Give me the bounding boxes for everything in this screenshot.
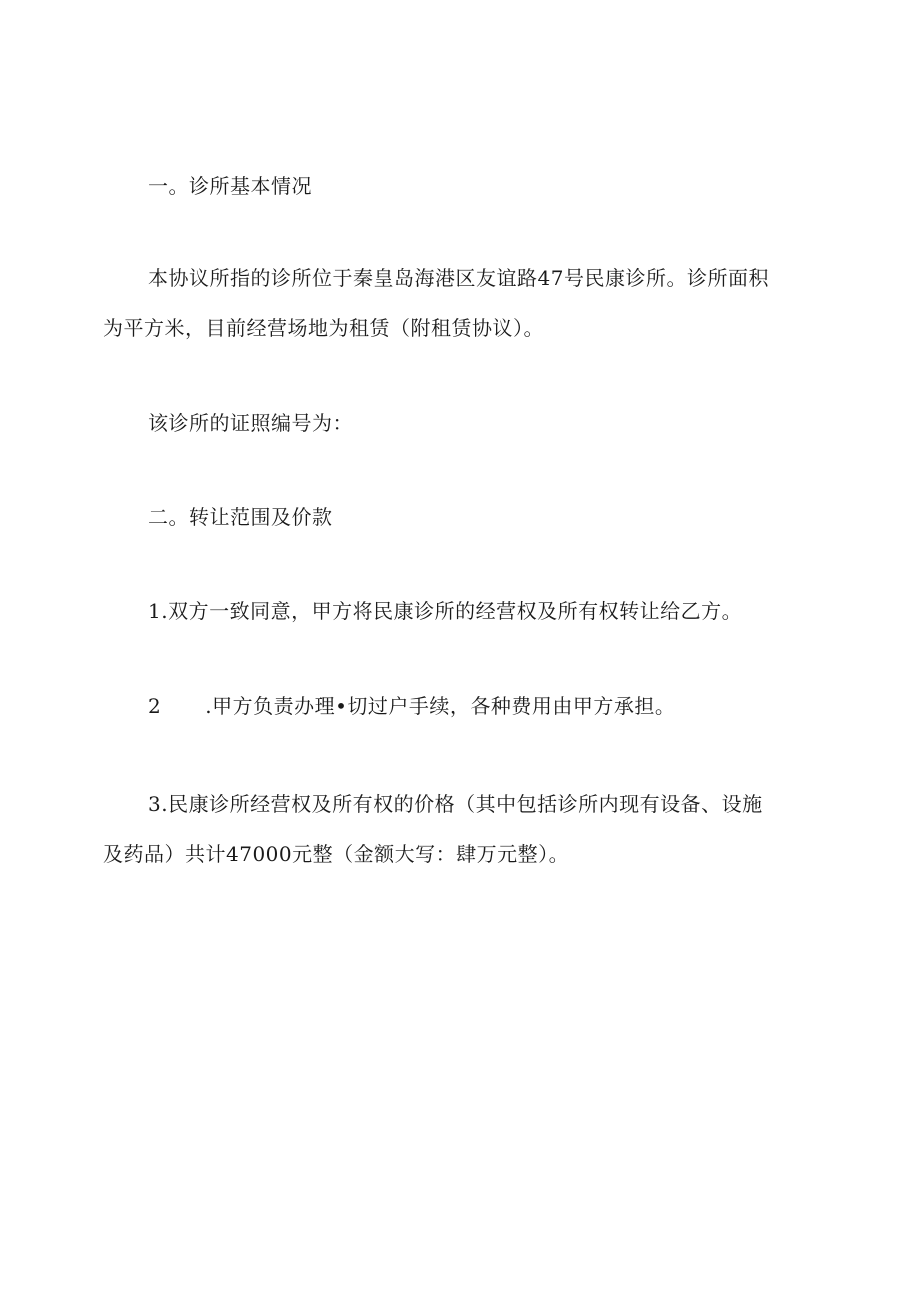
clause-item-2 bbox=[148, 690, 675, 722]
section-heading-basic-info: 一。诊所基本情况 bbox=[148, 174, 312, 198]
clause-item-3-line2: 及药品）共计47000元整（金额大写：肆万元整）。 bbox=[103, 842, 570, 866]
clinic-location-paragraph-line2: 为平方米，目前经营场地为租赁（附租赁协议）。 bbox=[103, 316, 544, 340]
clause-item-1: 1.双方一致同意，甲方将民康诊所的经营权及所有权转让给乙方。 bbox=[148, 599, 743, 623]
clause-item-2-number: 2 bbox=[148, 694, 162, 718]
clinic-location-paragraph-line1: 本协议所指的诊所位于秦皇岛海港区友谊路47号民康诊所。诊所面积 bbox=[148, 266, 769, 290]
license-number-paragraph: 该诊所的证照编号为： bbox=[148, 411, 353, 435]
clause-item-2-text: .甲方负责办理•切过户手续，各种费用由甲方承担。 bbox=[205, 694, 676, 718]
section-heading-transfer-scope: 二。转让范围及价款 bbox=[148, 505, 333, 529]
clause-item-3-line1: 3.民康诊所经营权及所有权的价格（其中包括诊所内现有设备、设施 bbox=[148, 792, 763, 816]
